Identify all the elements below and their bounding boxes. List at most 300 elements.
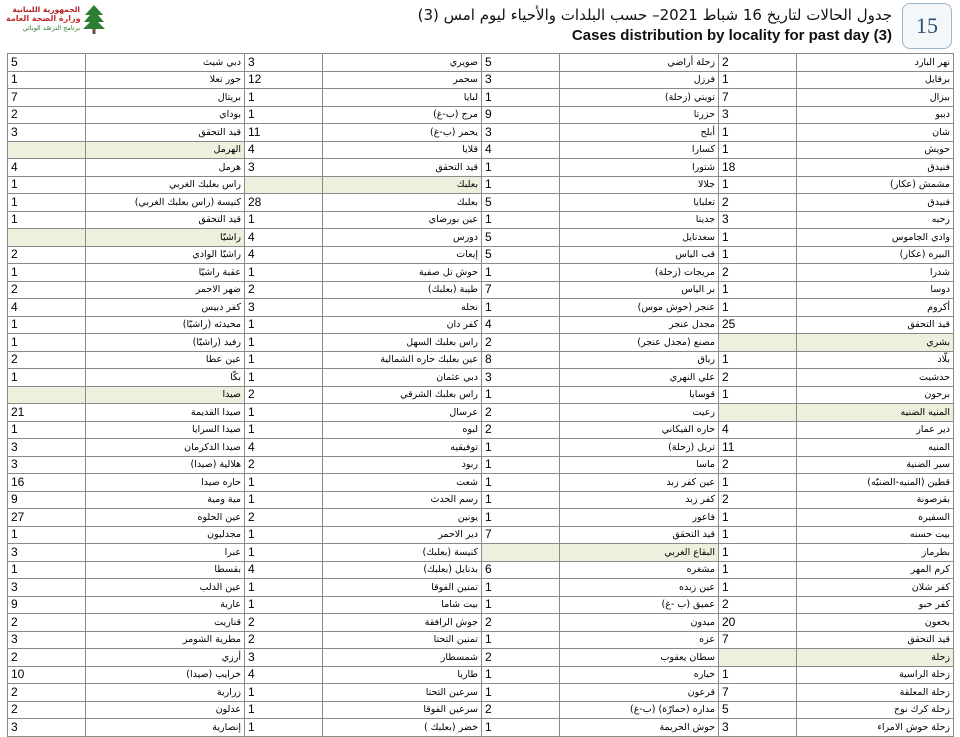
case-count-cell: 7 [482, 281, 560, 299]
locality-cell: مشمش (عكار) [797, 176, 954, 194]
case-count-cell: 16 [8, 474, 86, 492]
locality-cell: كنيسة (راس بعلبك الغربي) [86, 194, 245, 212]
locality-cell: إيعات [323, 246, 482, 264]
case-count-cell: 4 [245, 439, 323, 457]
table-row [8, 106, 954, 124]
locality-cell: السفيره [797, 509, 954, 527]
locality-cell: خضر (بعلبك ) [323, 719, 482, 737]
case-count-cell: 3 [245, 159, 323, 177]
region-header-cell: بشري [797, 334, 954, 352]
locality-cell: حدشيت [797, 369, 954, 387]
locality-cell: فنيدق [797, 159, 954, 177]
case-count-cell: 1 [482, 176, 560, 194]
locality-cell: حاره الفيكاني [560, 421, 719, 439]
case-count-cell: 1 [8, 71, 86, 89]
locality-cell: برحون [797, 386, 954, 404]
table-row [8, 666, 954, 684]
case-count-cell: 11 [245, 124, 323, 142]
case-count-cell: 1 [8, 194, 86, 212]
case-count-cell: 1 [482, 439, 560, 457]
cases-table [7, 53, 954, 737]
table-row [8, 211, 954, 229]
case-count-cell: 1 [8, 561, 86, 579]
case-count-cell: 1 [719, 509, 797, 527]
case-count-cell: 2 [482, 421, 560, 439]
locality-cell: ربود [323, 456, 482, 474]
locality-cell: بقسطا [86, 561, 245, 579]
locality-cell: قرعون [560, 684, 719, 702]
locality-cell: راس بعلبك الغربي [86, 176, 245, 194]
locality-cell: وادي الجاموس [797, 229, 954, 247]
locality-cell: لبايا [323, 89, 482, 107]
region-header-cell: بعلبك [323, 176, 482, 194]
case-count-cell: 3 [245, 649, 323, 667]
case-count-cell: 4 [245, 561, 323, 579]
locality-cell: دورس [323, 229, 482, 247]
locality-cell: كفر زبد [560, 491, 719, 509]
locality-cell: بر الياس [560, 281, 719, 299]
case-count-cell: 3 [482, 124, 560, 142]
locality-cell: يونين [323, 509, 482, 527]
case-count-cell: 1 [245, 89, 323, 107]
region-header-cell: صيدا [86, 386, 245, 404]
case-count-cell: 2 [482, 701, 560, 719]
case-count-cell: 4 [8, 299, 86, 317]
table-row [8, 719, 954, 737]
locality-cell: كفر دان [323, 316, 482, 334]
locality-cell: مريجات (زحلة) [560, 264, 719, 282]
locality-cell: شتورا [560, 159, 719, 177]
case-count-cell: 2 [245, 456, 323, 474]
locality-cell: عين كفر زبد [560, 474, 719, 492]
case-count-cell: 3 [8, 439, 86, 457]
case-count-cell: 10 [8, 666, 86, 684]
case-count-cell: 7 [719, 89, 797, 107]
locality-cell: زرارية [86, 684, 245, 702]
locality-cell: حوش الحريمة [560, 719, 719, 737]
case-count-cell [8, 141, 86, 159]
case-count-cell: 1 [245, 491, 323, 509]
table-row [8, 439, 954, 457]
case-count-cell: 1 [482, 264, 560, 282]
case-count-cell: 1 [245, 211, 323, 229]
case-count-cell: 28 [245, 194, 323, 212]
case-count-cell: 3 [8, 544, 86, 562]
case-count-cell: 2 [719, 596, 797, 614]
case-count-cell: 5 [719, 701, 797, 719]
case-count-cell: 1 [482, 596, 560, 614]
locality-cell: مشغره [560, 561, 719, 579]
locality-cell: مية ومية [86, 491, 245, 509]
case-count-cell: 4 [719, 421, 797, 439]
case-count-cell: 2 [719, 491, 797, 509]
locality-cell: كنيسة (بعلبك) [323, 544, 482, 562]
locality-cell: البيره (عكار) [797, 246, 954, 264]
case-count-cell: 1 [719, 351, 797, 369]
case-count-cell: 7 [482, 526, 560, 544]
locality-cell: جوش الرافقة [323, 614, 482, 632]
table-row [8, 194, 954, 212]
case-count-cell: 2 [719, 54, 797, 72]
case-count-cell: 1 [719, 176, 797, 194]
case-count-cell: 1 [482, 456, 560, 474]
locality-cell: عين الحلوه [86, 509, 245, 527]
case-count-cell: 7 [719, 684, 797, 702]
case-count-cell: 1 [719, 229, 797, 247]
locality-cell: زحلة كرك نوح [797, 701, 954, 719]
case-count-cell: 3 [719, 719, 797, 737]
case-count-cell: 5 [482, 54, 560, 72]
case-count-cell: 20 [719, 614, 797, 632]
case-count-cell: 2 [8, 701, 86, 719]
locality-cell: راشيّا الوادي [86, 246, 245, 264]
case-count-cell: 3 [245, 299, 323, 317]
locality-cell: سعدنايل [560, 229, 719, 247]
case-count-cell: 3 [482, 369, 560, 387]
case-count-cell: 2 [719, 194, 797, 212]
locality-cell: رفيد (راشيّا) [86, 334, 245, 352]
locality-cell: هرمل [86, 159, 245, 177]
case-count-cell: 1 [482, 89, 560, 107]
locality-cell: سرعين التحتا [323, 684, 482, 702]
locality-cell: محيدثه (راشيّا) [86, 316, 245, 334]
case-count-cell: 1 [482, 719, 560, 737]
case-count-cell: 1 [245, 579, 323, 597]
table-row [8, 141, 954, 159]
locality-cell: تربل (زحلة) [560, 439, 719, 457]
locality-cell: بلّاد [797, 351, 954, 369]
region-header-cell: المنيه الضنيه [797, 404, 954, 422]
locality-cell: المنيه [797, 439, 954, 457]
case-count-cell: 2 [482, 614, 560, 632]
locality-cell: عدلون [86, 701, 245, 719]
locality-cell: شعت [323, 474, 482, 492]
locality-cell: بكّا [86, 369, 245, 387]
case-count-cell: 3 [719, 211, 797, 229]
case-count-cell: 4 [482, 316, 560, 334]
table-row [8, 124, 954, 142]
locality-cell: صيدا السرايا [86, 421, 245, 439]
case-count-cell: 1 [245, 701, 323, 719]
table-row [8, 631, 954, 649]
table-row [8, 649, 954, 667]
case-count-cell: 1 [8, 334, 86, 352]
case-count-cell: 3 [245, 54, 323, 72]
case-count-cell: 1 [245, 404, 323, 422]
locality-cell: يحمر (ب-غ) [323, 124, 482, 142]
case-count-cell: 1 [482, 386, 560, 404]
locality-cell: راس بعلبك السهل [323, 334, 482, 352]
case-count-cell: 3 [719, 106, 797, 124]
region-header-cell: زحلة [797, 649, 954, 667]
locality-cell: نهر البارد [797, 54, 954, 72]
locality-cell: صيدا الدكرمان [86, 439, 245, 457]
case-count-cell: 21 [8, 404, 86, 422]
case-count-cell: 2 [8, 281, 86, 299]
case-count-cell: 1 [482, 579, 560, 597]
case-count-cell: 1 [245, 421, 323, 439]
case-count-cell: 1 [8, 264, 86, 282]
locality-cell: راس بعلبك الشرقي [323, 386, 482, 404]
case-count-cell: 4 [245, 229, 323, 247]
case-count-cell: 1 [719, 246, 797, 264]
table-row [8, 456, 954, 474]
region-header-cell: راشيّا [86, 229, 245, 247]
case-count-cell: 1 [482, 474, 560, 492]
table-row [8, 509, 954, 527]
locality-cell: تمنين الفوقا [323, 579, 482, 597]
case-count-cell: 18 [719, 159, 797, 177]
locality-cell: دير الاحمر [323, 526, 482, 544]
case-count-cell: 2 [482, 649, 560, 667]
case-count-cell: 3 [8, 631, 86, 649]
locality-cell: بيت شاما [323, 596, 482, 614]
locality-cell: قلايا [323, 141, 482, 159]
locality-cell: قب الياس [560, 246, 719, 264]
locality-cell: زحلة المعلقة [797, 684, 954, 702]
case-count-cell: 1 [719, 579, 797, 597]
case-count-cell: 5 [482, 246, 560, 264]
locality-cell: قيد التحقق [86, 124, 245, 142]
locality-cell: طيبة (بعلبك) [323, 281, 482, 299]
case-count-cell: 2 [719, 369, 797, 387]
table-row [8, 596, 954, 614]
case-count-cell: 1 [482, 159, 560, 177]
locality-cell: رياق [560, 351, 719, 369]
locality-cell: مداره (حمارّة) (ب-غ) [560, 701, 719, 719]
case-count-cell: 9 [8, 491, 86, 509]
locality-cell: عين عطا [86, 351, 245, 369]
case-count-cell: 1 [719, 299, 797, 317]
locality-cell: سير الضنية [797, 456, 954, 474]
table-row [8, 246, 954, 264]
case-count-cell: 11 [719, 439, 797, 457]
locality-cell: بخعون [797, 614, 954, 632]
locality-cell: حوش تل صفية [323, 264, 482, 282]
ministry-logo [6, 2, 106, 44]
locality-cell: صويري [323, 54, 482, 72]
case-count-cell: 1 [245, 474, 323, 492]
case-count-cell: 3 [8, 579, 86, 597]
case-count-cell: 2 [8, 684, 86, 702]
table-row [8, 561, 954, 579]
locality-cell: خرايب (صيدا) [86, 666, 245, 684]
locality-cell: عزه [560, 631, 719, 649]
locality-cell: صيدا القديمة [86, 404, 245, 422]
case-count-cell: 4 [245, 666, 323, 684]
locality-cell: بطرماز [797, 544, 954, 562]
locality-cell: أرزي [86, 649, 245, 667]
locality-cell: قيد التحقق [797, 631, 954, 649]
case-count-cell: 2 [245, 509, 323, 527]
locality-cell: برقايل [797, 71, 954, 89]
case-count-cell: 4 [245, 246, 323, 264]
table-row [8, 684, 954, 702]
case-count-cell: 1 [719, 666, 797, 684]
locality-cell: عين زبده [560, 579, 719, 597]
locality-cell: دببو [797, 106, 954, 124]
locality-cell: فاعور [560, 509, 719, 527]
case-count-cell: 4 [8, 159, 86, 177]
locality-cell: عرسال [323, 404, 482, 422]
locality-cell: سرعين الفوقا [323, 701, 482, 719]
case-count-cell: 9 [482, 106, 560, 124]
locality-cell: شمسطار [323, 649, 482, 667]
table-row [8, 579, 954, 597]
case-count-cell: 1 [482, 299, 560, 317]
case-count-cell: 2 [482, 404, 560, 422]
table-row [8, 701, 954, 719]
case-count-cell [8, 386, 86, 404]
case-count-cell: 1 [245, 684, 323, 702]
case-count-cell: 1 [245, 264, 323, 282]
locality-cell: رحبه [797, 211, 954, 229]
locality-cell: شدرا [797, 264, 954, 282]
locality-cell: قيد التحقق [797, 316, 954, 334]
locality-cell: عارية [86, 596, 245, 614]
locality-cell: خياره [560, 666, 719, 684]
case-count-cell: 1 [719, 71, 797, 89]
locality-cell: كسارا [560, 141, 719, 159]
locality-cell: حويش [797, 141, 954, 159]
locality-cell: زحلة أراضي [560, 54, 719, 72]
locality-cell: سطان يعقوب [560, 649, 719, 667]
case-count-cell [719, 649, 797, 667]
case-count-cell: 4 [245, 141, 323, 159]
locality-cell: هلالية (صيدا) [86, 456, 245, 474]
locality-cell: عميق (ب -غ) [560, 596, 719, 614]
case-count-cell: 1 [482, 631, 560, 649]
locality-cell: كفر حبو [797, 596, 954, 614]
locality-cell: قيد التحقق [86, 211, 245, 229]
table-row [8, 54, 954, 72]
case-count-cell: 4 [482, 141, 560, 159]
case-count-cell: 1 [719, 281, 797, 299]
case-count-cell: 5 [482, 229, 560, 247]
locality-cell: بريتال [86, 89, 245, 107]
locality-cell: توفيقيه [323, 439, 482, 457]
locality-cell: فنيدق [797, 194, 954, 212]
locality-cell: قوسايا [560, 386, 719, 404]
locality-cell: سحمر [323, 71, 482, 89]
locality-cell: دير عمار [797, 421, 954, 439]
locality-cell: عبرا [86, 544, 245, 562]
locality-cell: مرج (ب-غ) [323, 106, 482, 124]
case-count-cell: 1 [719, 141, 797, 159]
locality-cell: زحلة حوش الامراء [797, 719, 954, 737]
case-count-cell: 12 [245, 71, 323, 89]
case-count-cell: 1 [245, 526, 323, 544]
locality-cell: كفر شلان [797, 579, 954, 597]
locality-cell: بعلبك [323, 194, 482, 212]
case-count-cell: 3 [8, 719, 86, 737]
case-count-cell: 1 [719, 386, 797, 404]
locality-cell: نحله [323, 299, 482, 317]
case-count-cell: 1 [245, 316, 323, 334]
locality-cell: علي النهري [560, 369, 719, 387]
case-count-cell: 2 [245, 631, 323, 649]
case-count-cell: 8 [482, 351, 560, 369]
locality-cell: مجدل عنجر [560, 316, 719, 334]
case-count-cell: 2 [245, 614, 323, 632]
region-header-cell: البقاع الغربي [560, 544, 719, 562]
locality-cell: دبي شيث [86, 54, 245, 72]
logo-line-2: وزارة الصحة العامة [6, 14, 81, 23]
locality-cell: شان [797, 124, 954, 142]
page-title-arabic: جدول الحالات لتاريخ 16 شباط 2021– حسب البلدات والأحياء ليوم امس (3) [417, 6, 892, 24]
case-count-cell: 1 [8, 369, 86, 387]
case-count-cell: 3 [8, 456, 86, 474]
locality-cell: تعلبايا [560, 194, 719, 212]
case-count-cell: 1 [8, 421, 86, 439]
locality-cell: حور تعلا [86, 71, 245, 89]
locality-cell: عين بورضاي [323, 211, 482, 229]
locality-cell: أبلح [560, 124, 719, 142]
table-row [8, 491, 954, 509]
case-count-cell [482, 544, 560, 562]
locality-cell: طاريا [323, 666, 482, 684]
locality-cell: مصنع (مجدل عنجر) [560, 334, 719, 352]
case-count-cell: 1 [719, 474, 797, 492]
case-count-cell: 1 [245, 719, 323, 737]
table-row [8, 404, 954, 422]
case-count-cell: 1 [482, 509, 560, 527]
table-row [8, 351, 954, 369]
case-count-cell: 1 [8, 316, 86, 334]
case-count-cell: 3 [482, 71, 560, 89]
locality-cell: ميدون [560, 614, 719, 632]
locality-cell: زحلة الراسية [797, 666, 954, 684]
case-count-cell: 1 [245, 106, 323, 124]
table-row [8, 614, 954, 632]
locality-cell: كرم المهر [797, 561, 954, 579]
case-count-cell: 25 [719, 316, 797, 334]
case-count-cell [8, 229, 86, 247]
case-count-cell: 2 [482, 334, 560, 352]
locality-cell: أكروم [797, 299, 954, 317]
case-count-cell: 1 [8, 526, 86, 544]
case-count-cell: 5 [482, 194, 560, 212]
locality-cell: عين بعلبك حاره الشمالية [323, 351, 482, 369]
locality-cell: قطين (المنيه-الضنيّه) [797, 474, 954, 492]
case-count-cell: 6 [482, 561, 560, 579]
locality-cell: لبوه [323, 421, 482, 439]
locality-cell: رعيت [560, 404, 719, 422]
case-count-cell: 27 [8, 509, 86, 527]
locality-cell: رسم الحدث [323, 491, 482, 509]
case-count-cell: 7 [8, 89, 86, 107]
table-row [8, 229, 954, 247]
table-row [8, 386, 954, 404]
case-count-cell: 2 [8, 106, 86, 124]
locality-cell: ببزال [797, 89, 954, 107]
case-count-cell [719, 334, 797, 352]
region-header-cell: الهرمل [86, 141, 245, 159]
locality-cell: ضهر الاحمر [86, 281, 245, 299]
case-count-cell [719, 404, 797, 422]
case-count-cell: 2 [8, 614, 86, 632]
table-body [8, 54, 954, 737]
case-count-cell: 1 [482, 684, 560, 702]
case-count-cell: 5 [8, 54, 86, 72]
locality-cell: بيت حسنه [797, 526, 954, 544]
table-row [8, 281, 954, 299]
case-count-cell: 1 [245, 596, 323, 614]
table-row [8, 159, 954, 177]
case-count-cell: 1 [482, 491, 560, 509]
case-count-cell: 1 [8, 176, 86, 194]
table-row [8, 299, 954, 317]
